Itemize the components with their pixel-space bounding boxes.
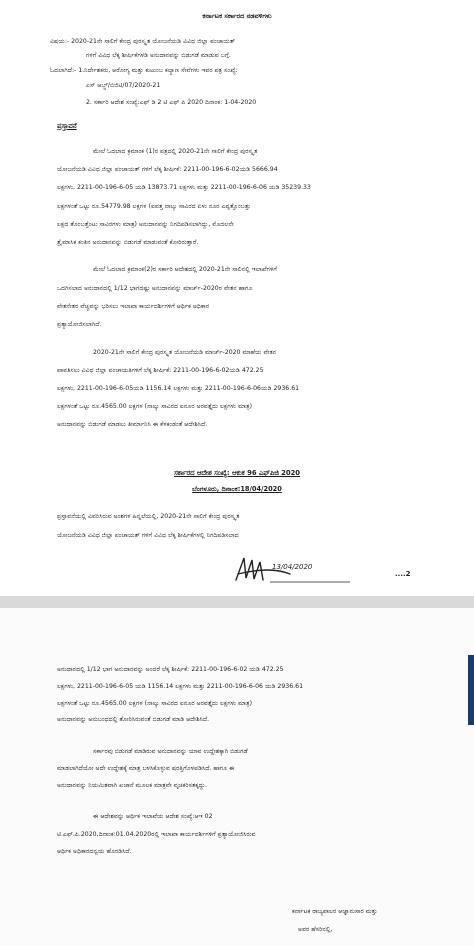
preamble-heading: ಪ್ರಸ್ತಾವನೆ xyxy=(57,122,77,130)
signoff-line-1: ಕರ್ನಾಟಕ ರಾಜ್ಯಪಾಲರ ಆಜ್ಞಾನುಸಾರ ಮತ್ತು xyxy=(292,908,378,915)
reference-line-3: 2. ಸರ್ಕಾರಿ ಆದೇಶ ಸಂಖ್ಯೆ:ಎಫ್ ಡಿ 2 ಟಿ ಎಫ್ ಪಿ 2020 ದಿನಾಂಕ: 1-04-2020 xyxy=(86,99,257,106)
p2-para2-line-1: ಸರ್ಕಾರವು ಬಿಡುಗಡೆ ಮಾಡಿರುವ ಅನುದಾನವನ್ನು ಯಾವ ಉದ್ದೇಶಕ್ಕಾಗಿ ಬಿಡುಗಡೆ xyxy=(93,748,248,755)
para2-line-2: ಒದಗಿಸಲಾದ ಅನುದಾನದಲ್ಲಿ 1/12 ಭಾಗದಷ್ಟು ಅನುದಾನವನ್ನು ಮಾರ್ಚ್-2020ರ ವೇತನ ಹಾಗೂ xyxy=(57,285,253,292)
para3-line-5: ಅನುದಾನವನ್ನು ಬಿಡುಗಡೆ ಮಾಡಲು ತೀರ್ಮಾನಿಸಿ ಈ ಕೆಳಕಂಡಂತೆ ಆದೇಶಿಸಿದೆ. xyxy=(57,421,208,428)
para1-line-6: ತ್ರೈಮಾಸಿಕ ಕಂತಿನ ಅನುದಾನವನ್ನು ಬಿಡುಗಡೆ ಮಾಡುವಂತೆ ಕೋರಿರುತ್ತಾರೆ. xyxy=(57,239,199,246)
p2-para2-line-3: ಅನುದಾನವನ್ನು ನಿಯಮಿತವಾಗಿ ಖಜಾನೆ ಮೂಲಕ ಮಾತ್ರವೇ ವೃಚಕರಿಸತಕ್ಕದ್ದು. xyxy=(57,782,208,789)
para4-line-1: ಪ್ರಸ್ತಾವನೆಯಲ್ಲಿ ವಿವರಿಸಿರುವ ಅಂಶಗಳ ಹಿನ್ನಲೆಯಲ್ಲಿ, 2020-21ನೇ ಸಾಲಿಗೆ ಕೇಂದ್ರ ಪುರಸ್ಕೃತ xyxy=(57,513,240,520)
p2-para1-line-4: ಅನುದಾನವನ್ನು ಅನುಬಂಧದಲ್ಲಿ ತೋರಿಸಿರುವಂತೆ ಬಿಡುಗಡೆ ಮಾಡಿ ಆದೇಶಿಸಿದೆ. xyxy=(57,716,210,723)
para3-line-1: 2020-21ನೇ ಸಾಲಿಗೆ ಕೇಂದ್ರ ಪುರಸ್ಕೃತ ಯೋಜನೆಯಡಿ ಮಾರ್ಚ್-2020 ಮಾಹೆಯ ವೇತನ xyxy=(93,349,277,356)
para2-line-4: ಪ್ರತ್ಯಾಯೋಜಿಸಲಾಗಿದೆ. xyxy=(57,321,102,328)
order-number: ಸರ್ಕಾರದ ಆದೇಶ ಸಂಖ್ಯೆ: ಆಕುಕ 96 ಎಫ್‌ಪಿಜಿ 2020 xyxy=(173,469,301,477)
para3-line-4: ಲಕ್ಷಗಳಂತೆ ಒಟ್ಟು ರೂ.4565.00 ಲಕ್ಷಗಳ (ನಾಲ್ಕು ಸಾವಿರದ ಐನೂರ ಅರವತ್ತೈದು ಲಕ್ಷಗಳು ಮಾತ್ರ) xyxy=(57,403,253,410)
signoff-line-2: ಅವರ ಹೆಸರಿನಲ್ಲಿ, xyxy=(298,926,333,933)
para1-line-2: ಯೋಜನೆಯಡಿ ವಿವಿಧ ಜಿಲ್ಲಾ ಪಂಚಾಯತ್ ಗಳಿಗೆ ಲೆಕ್ಕ ಶೀರ್ಷಿಕೆ: 2211-00-196-6-02ಯಡಿ 5666.94 xyxy=(57,166,278,173)
reference-line-1: ಓದಲಾಗಿದೆ:- 1.ನಿರ್ದೇಶಕರು, ಆರೋಗ್ಯ ಮತ್ತು ಕುಟುಂಬ ಕಲ್ಯಾಣ ಸೇವೆಗಳು ಇವರ ಪತ್ರ ಸಂಖ್ಯೆ: xyxy=(50,67,238,74)
para4-line-2: ಯೋಜನೆಯಡಿ ವಿವಿಧ ಜಿಲ್ಲಾ ಪಂಚಾಯತ್ ಗಳಿಗೆ ವಿವಿಧ ಲೆಕ್ಕ ಶೀರ್ಷಿಕೆಗಳಲ್ಲಿ ನಿಗದಿಪಡಿಸಲಾದ xyxy=(57,532,239,539)
para1-line-4: ಲಕ್ಷಗಳಂತೆ ಒಟ್ಟು ರೂ.54779.98 ಲಕ್ಷಗಳ (ಐವತ್ತ ನಾಲ್ಕು ಸಾವಿರದ ಏಳು ನೂರ ಎಪ್ಪತ್ತೊಂಬತ್ತು xyxy=(57,203,251,210)
page-edge-strip xyxy=(468,655,474,725)
signature-date: 13/04/2020 xyxy=(272,563,313,571)
document-page-2 xyxy=(0,608,474,946)
para2-line-3: ವೇತನೇತರ ವೆಚ್ಚವನ್ನು ಭರಿಸಲು ಇಲಾಖಾ ಕಾರ್ಯದರ್ಶಿಗಳಿಗೆ ಆರ್ಥಿಕ ಅಧಿಕಾರ xyxy=(57,303,210,310)
subject-line-1: ವಿಷಯ:- 2020-21ನೇ ಸಾಲಿಗೆ ಕೇಂದ್ರ ಪುರಸ್ಕೃತ ಯೋಜನೆಯಡಿ ವಿವಿಧ ಜಿಲ್ಲಾ ಪಂಚಾಯತ್ xyxy=(50,38,236,45)
subject-line-2: ಗಳಿಗೆ ವಿವಿಧ ಲೆಕ್ಕ ಶೀರ್ಷಿಕೆಗಳಡಿ ಅನುದಾನವನ್ನು ಬಿಡುಗಡೆ ಮಾಡುವ ಬಗ್ಗೆ. xyxy=(86,52,231,59)
continuation-marker: ....2 xyxy=(395,570,411,578)
para1-line-5: ಲಕ್ಷದ ತೊಂಬತ್ತೆಂಟು ಸಾವಿರಗಳು ಮಾತ್ರ) ಅನುದಾನವನ್ನು ನಿಗದಿಪಡಿಸಲಾಗಿದ್ದು, ಮೊದಲನೇ xyxy=(57,221,234,228)
p2-para3-line-2: ಟಿ.ಎಫ್.ಪಿ.2020,ದಿನಾಂಕ:01.04.2020ರಲ್ಲಿ ಇಲಾಖಾ ಕಾರ್ಯದರ್ಶಿಗಳಿಗೆ ಪ್ರತ್ಯಾಯೋಜಿಸಿರುವ xyxy=(57,831,256,838)
para3-line-3: ಲಕ್ಷಗಳು, 2211-00-196-6-05ಯಡಿ 1156.14 ಲಕ್ಷಗಳು ಮತ್ತು 2211-00-196-6-06ಯಡಿ 2936.61 xyxy=(57,385,300,392)
para1-line-3: ಲಕ್ಷಗಳು, 2211-00-196-6-05 ಯಡಿ 13873.71 ಲಕ್ಷಗಳು ಮತ್ತು 2211-00-196-6-06 ಯಡಿ 35239.33 xyxy=(57,184,311,191)
p2-para3-line-3: ಆರ್ಥಿಕ ಅಧಿಕಾರದನ್ವಯ ಹೊರಡಿಸಿದೆ. xyxy=(57,848,132,855)
p2-para1-line-2: ಲಕ್ಷಗಳು, 2211-00-196-6-05 ಯಡಿ 1156.14 ಲಕ್ಷಗಳು ಮತ್ತು 2211-00-196-6-06 ಯಡಿ 2936.61 xyxy=(57,683,303,690)
para2-line-1: ಮೇಲೆ ಓದಲಾದ ಕ್ರಮಾಂಕ(2)ರ ಸರ್ಕಾರಿ ಆದೇಶದಲ್ಲಿ 2020-21ನೇ ಸಾಲಿನಲ್ಲಿ ಇಲಾಖೆಗಳಿಗೆ xyxy=(93,266,277,273)
para1-line-1: ಮೇಲೆ ಓದಲಾದ ಕ್ರಮಾಂಕ (1)ರ ಪತ್ರದಲ್ಲಿ 2020-21ನೇ ಸಾಲಿಗೆ ಕೇಂದ್ರ ಪುರಸ್ಕೃತ xyxy=(93,148,258,155)
p2-para1-line-1: ಅನುದಾನದಲ್ಲಿ 1/12 ಭಾಗ ಅನುದಾನವನ್ನು ಅಂದರೆ ಲೆಕ್ಕ ಶೀರ್ಷಿಕೆ: 2211-00-196-6-02 ಯಡಿ 472.25 xyxy=(57,666,284,673)
p2-para1-line-3: ಲಕ್ಷಗಳಂತೆ ಒಟ್ಟು ರೂ.4565.00 ಲಕ್ಷಗಳ (ನಾಲ್ಕು ಸಾವಿರದ ಐನೂರ ಅರವತ್ತೈದು ಲಕ್ಷಗಳು ಮಾತ್ರ) xyxy=(57,700,253,707)
p2-para2-line-2: ಮಾಡಲಾಗಿದೆಯೋ ಅದೇ ಉದ್ದೇಶಕ್ಕೆ ಮಾತ್ರ ಬಳಸಿಕೊಳ್ಳುವ ಷರತ್ತಿಗೊಳಪಡಿಸಿದೆ. ಹಾಗೂ ಈ xyxy=(57,765,235,772)
para3-line-2: ಪಾವತಿಸಲು ವಿವಿಧ ಜಿಲ್ಲಾ ಪಂಚಾಯತಿಗಳಿಗೆ ಲೆಕ್ಕ ಶೀರ್ಷಿಕೆ: 2211-00-196-6-02ಯಡಿ 472.25 xyxy=(57,367,264,374)
header-title: ಕರ್ನಾಟಕ ಸರ್ಕಾರದ ನಡವಳಿಗಳು xyxy=(202,12,272,20)
order-place-date: ಬೆಂಗಳೂರು, ದಿನಾಂಕ:18/04/2020 xyxy=(192,485,282,493)
p2-para3-line-1: ಈ ಆದೇಶವನ್ನು ಆರ್ಥಿಕ ಇಲಾಖೆಯ ಆದೇಶ ಸಂಖ್ಯೆ:ಆಇ 02 xyxy=(93,813,213,820)
reference-line-2: ಎಸ್ ಆಬ್ಜ್/ಬಿಜಿಟಿ/07/2020-21 xyxy=(86,82,161,89)
